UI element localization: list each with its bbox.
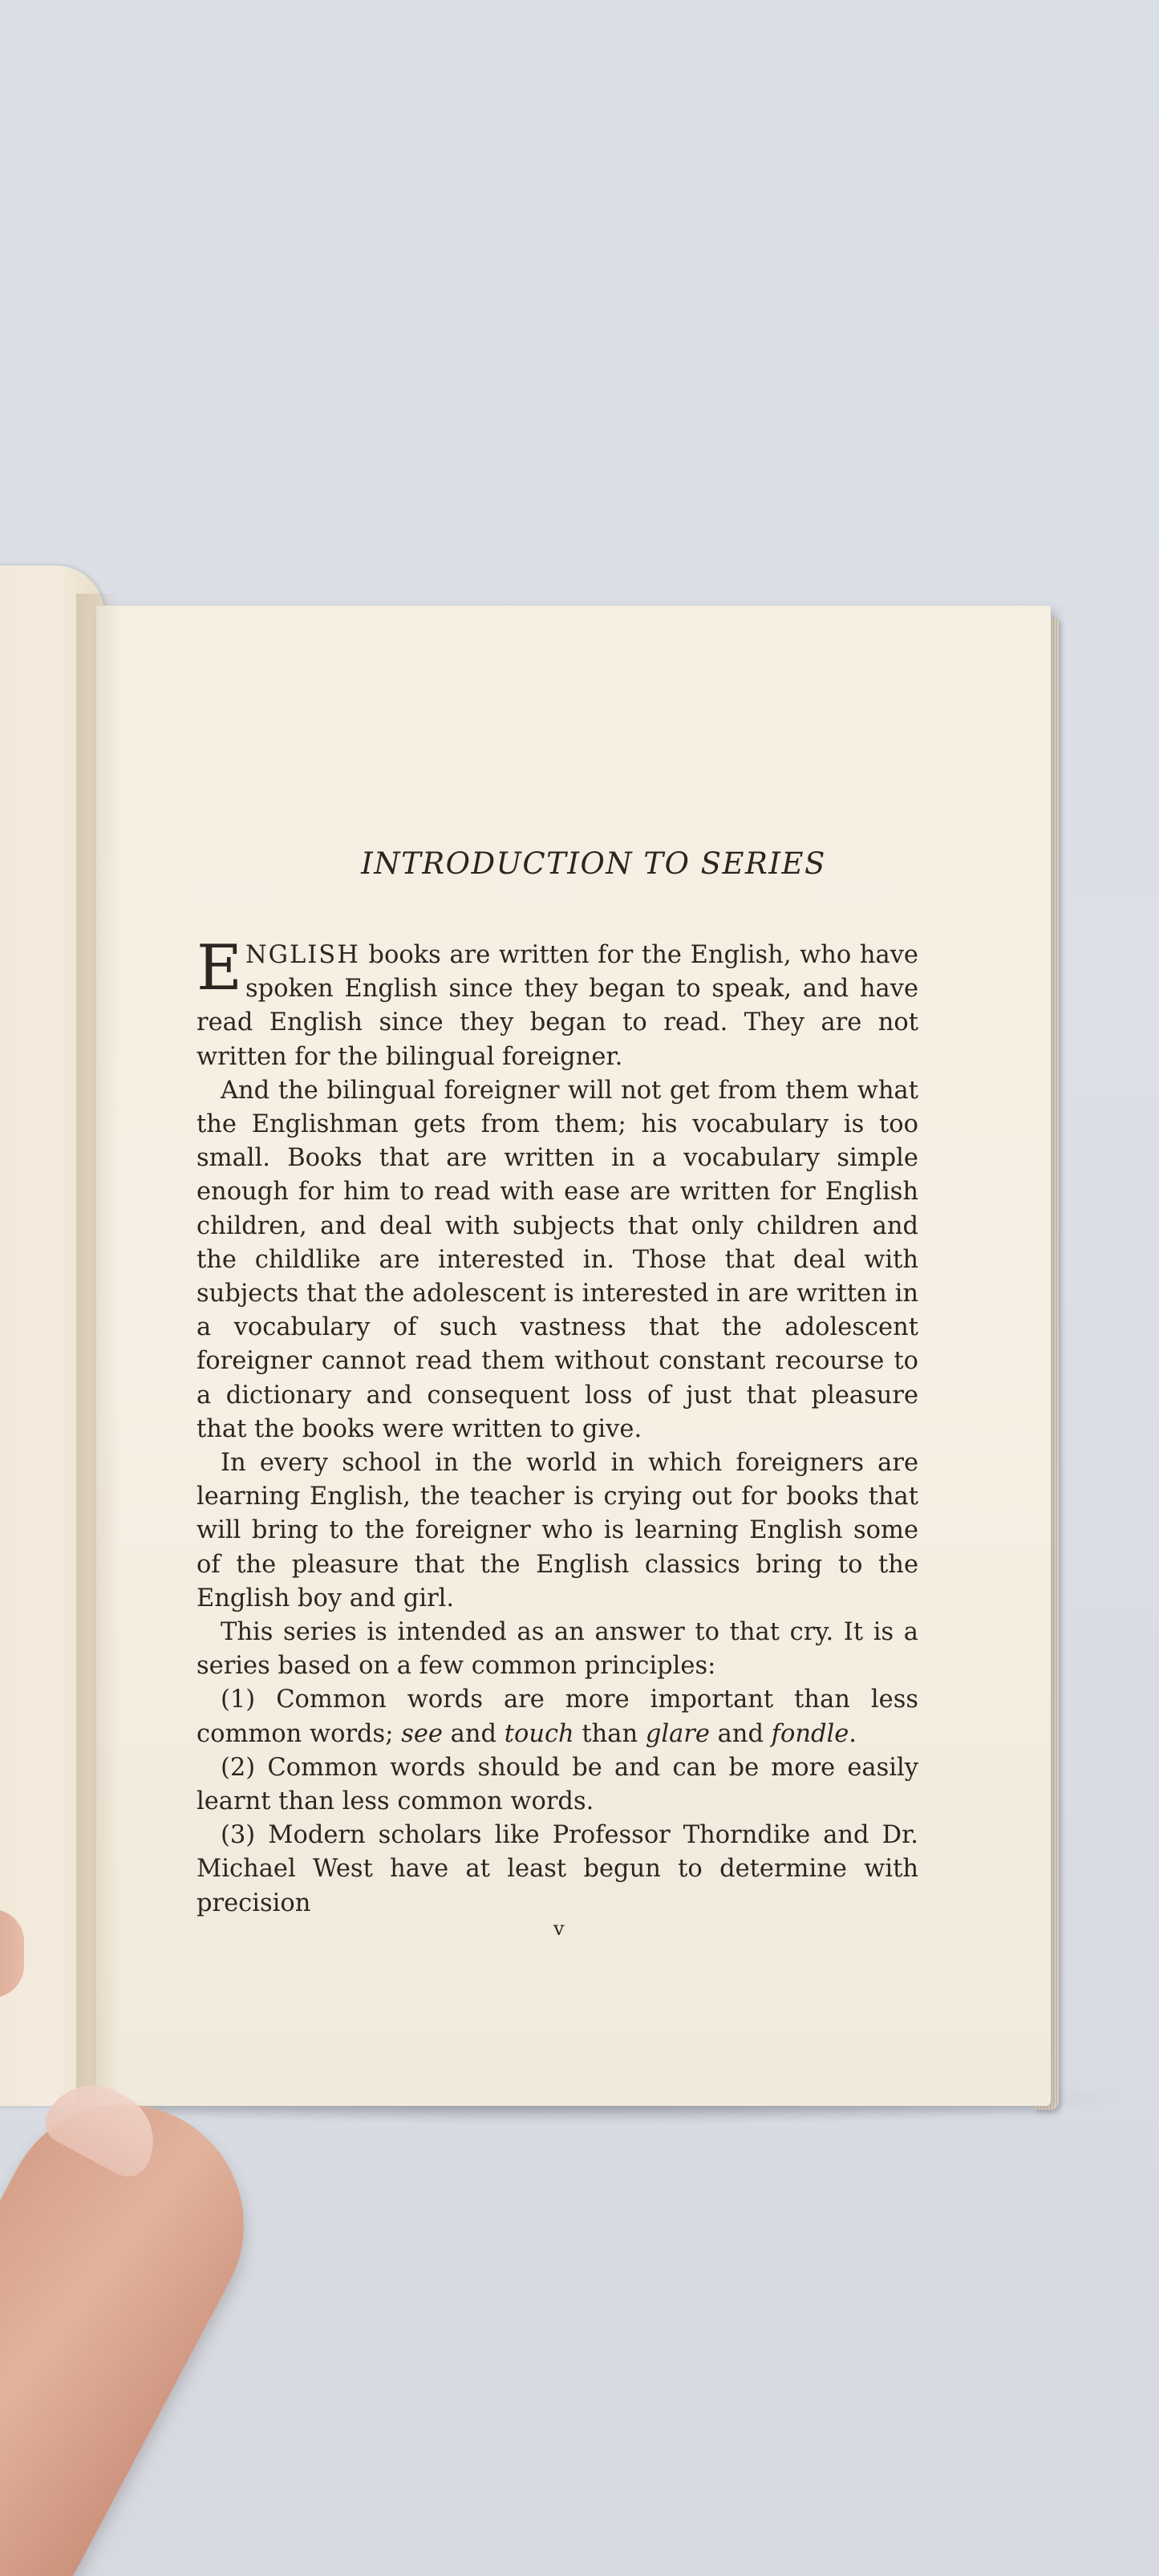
paragraph-3: In every school in the world in which foreigners are learning English, the teacher is crying out for books that will bring to the foreigner who is learning English some of the pleasure that the English classics bring to the English boy and girl. bbox=[197, 1449, 918, 1613]
book-gutter bbox=[76, 594, 120, 2102]
p5-italic-touch: touch bbox=[504, 1719, 574, 1748]
p5-italic-fondle: fondle bbox=[771, 1719, 849, 1748]
p5-italic-see: see bbox=[401, 1719, 443, 1748]
paragraph-6: (2) Common words should be and can be more easily learnt than less common words. bbox=[197, 1753, 918, 1816]
p5-part-a: (1) Common words are more important than less common words; bbox=[197, 1686, 918, 1748]
small-caps-lead: NGLISH bbox=[245, 941, 360, 969]
paragraph-5 bbox=[197, 1683, 918, 1750]
paragraph-2: And the bilingual foreigner will not get from them what the Englishman gets from them; his vocabulary is too small. Books that are written in a vocabulary simple enough for him to read with ease are written for English children, and deal with subjects that only children and the childlike are interested in. Those that deal with subjects that the adolescent is interested in are written in a vocabulary of such vastness that the adolescent foreigner cannot read them without constant recourse to a dictionary and consequent loss of just that pleasure that the books were written to give. bbox=[197, 1076, 918, 1443]
paragraph-1-text: books are written for the English, who have spoken English since they began to speak, and have read English since they began to read. They are not written for the bilingual foreigner. bbox=[197, 941, 918, 1071]
paragraph-1 bbox=[197, 932, 918, 1074]
drop-cap: E bbox=[197, 932, 242, 1004]
paragraph-4: This series is intended as an answer to that cry. It is a series based on a few common principles: bbox=[197, 1618, 918, 1681]
page-number: v bbox=[553, 1917, 565, 1940]
p5-part-c: and bbox=[442, 1719, 505, 1748]
p5-part-e: than bbox=[573, 1719, 646, 1748]
paragraph-7: (3) Modern scholars like Professor Thorndike and Dr. Michael West have at least begun to determine with precision bbox=[197, 1821, 918, 1917]
p5-italic-glare: glare bbox=[645, 1719, 710, 1748]
page-title: INTRODUCTION TO SERIES bbox=[361, 846, 826, 881]
page-body bbox=[197, 932, 918, 1921]
p5-part-i: . bbox=[849, 1719, 857, 1748]
p5-part-g: and bbox=[709, 1719, 772, 1748]
